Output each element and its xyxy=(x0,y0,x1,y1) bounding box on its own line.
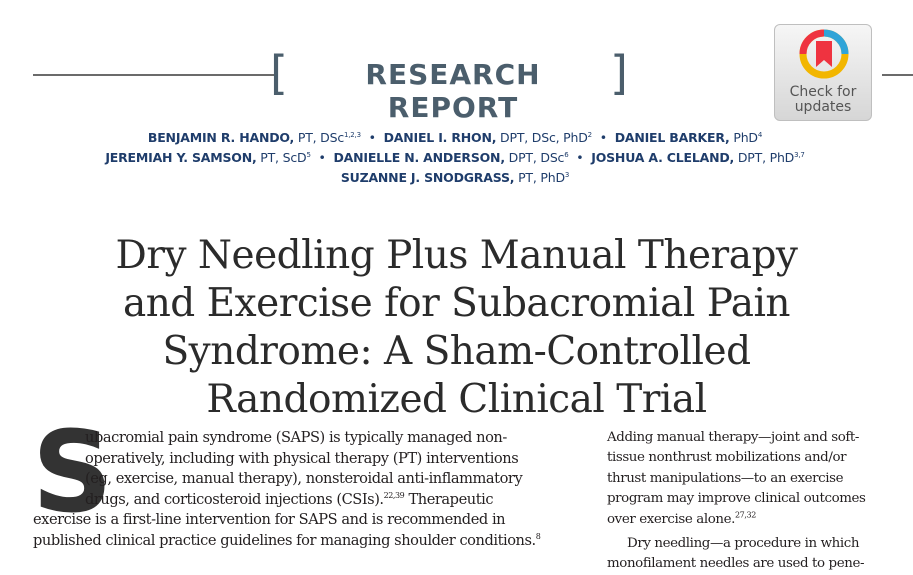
citation: 8 xyxy=(535,532,541,542)
body-line: (eg, exercise, manual therapy), nonsteroidal anti-inflammatory xyxy=(85,470,523,488)
author-affiliation: 3,7 xyxy=(794,150,805,159)
author-line-1 xyxy=(60,128,850,148)
header-bracket-close: ] xyxy=(610,46,628,100)
crossmark-icon xyxy=(799,29,849,81)
article-title xyxy=(40,232,873,424)
body-line: tissue nonthrust mobilizations and/or xyxy=(607,450,847,466)
body-text: published clinical practice guidelines for managing shoulder conditions. xyxy=(33,531,536,549)
author-name: DANIELLE N. ANDERSON, xyxy=(333,150,505,165)
author-name: JEREMIAH Y. SAMSON, xyxy=(105,150,257,165)
body-text: drugs, and corticosteroid injections (CSIs). xyxy=(85,490,384,508)
body-text: over exercise alone. xyxy=(607,511,735,527)
badge-text xyxy=(775,85,871,115)
author-name: DANIEL I. RHON, xyxy=(383,130,497,145)
author-affiliation: 6 xyxy=(564,150,569,159)
author-affiliation: 1,2,3 xyxy=(344,130,361,139)
author-list xyxy=(60,128,850,188)
author-credentials: DPT, DSc, PhD xyxy=(496,130,588,145)
author-line-3 xyxy=(60,168,850,188)
author-credentials: PT, PhD xyxy=(514,170,565,185)
author-name: BENJAMIN R. HANDO, xyxy=(147,130,295,145)
body-text: Therapeutic xyxy=(404,490,494,508)
body-line xyxy=(607,510,885,530)
body-line: operatively, including with physical therapy (PT) interventions xyxy=(85,449,519,467)
citation: 27,32 xyxy=(734,510,756,520)
section-label: RESEARCH REPORT xyxy=(365,58,541,124)
header-rule-left xyxy=(33,74,278,76)
author-credentials: PhD xyxy=(729,130,758,145)
author-separator: • xyxy=(368,130,376,145)
author-name: DANIEL BARKER, xyxy=(614,130,730,145)
title-line: Dry Needling Plus Manual Therapy xyxy=(115,233,798,279)
body-line: monofilament needles are used to pene- xyxy=(607,556,865,572)
body-line: thrust manipulations—to an exercise xyxy=(607,470,844,486)
author-separator: • xyxy=(599,130,607,145)
author-affiliation: 4 xyxy=(757,130,763,139)
author-credentials: DPT, PhD xyxy=(734,150,795,165)
header-bracket-open: [ xyxy=(270,46,288,100)
badge-line-2: updates xyxy=(794,99,852,115)
author-name: JOSHUA A. CLELAND, xyxy=(591,150,735,165)
header-rule-right xyxy=(882,74,913,76)
author-separator: • xyxy=(318,150,326,165)
citation: 22,39 xyxy=(383,490,405,500)
author-affiliation: 2 xyxy=(587,130,592,139)
check-for-updates-button[interactable] xyxy=(774,24,872,121)
author-affiliation: 5 xyxy=(306,150,311,159)
author-credentials: DPT, DSc xyxy=(504,150,565,165)
badge-line-1: Check for xyxy=(789,84,857,100)
body-column-left xyxy=(33,428,588,552)
drop-cap: S xyxy=(32,408,113,538)
body-line xyxy=(33,490,588,511)
author-name: SUZANNE J. SNODGRASS, xyxy=(340,170,515,185)
title-line: Randomized Clinical Trial xyxy=(206,377,707,423)
author-line-2 xyxy=(60,148,850,168)
author-separator: • xyxy=(576,150,584,165)
body-line: Dry needling—a procedure in which xyxy=(627,536,860,552)
author-affiliation: 3 xyxy=(564,170,570,179)
title-line: and Exercise for Subacromial Pain xyxy=(122,281,791,327)
body-line: program may improve clinical outcomes xyxy=(607,491,866,507)
body-line: Adding manual therapy—joint and soft- xyxy=(607,430,860,445)
body-line: exercise is a first-line intervention for SAPS and is recommended in xyxy=(33,511,506,529)
body-line xyxy=(33,531,588,552)
title-line: Syndrome: A Sham-Controlled xyxy=(162,329,751,375)
body-line: ubacromial pain syndrome (SAPS) is typically managed non- xyxy=(85,429,507,446)
author-credentials: PT, ScD xyxy=(256,150,307,165)
author-credentials: PT, DSc xyxy=(294,130,345,145)
body-column-right xyxy=(607,428,885,575)
